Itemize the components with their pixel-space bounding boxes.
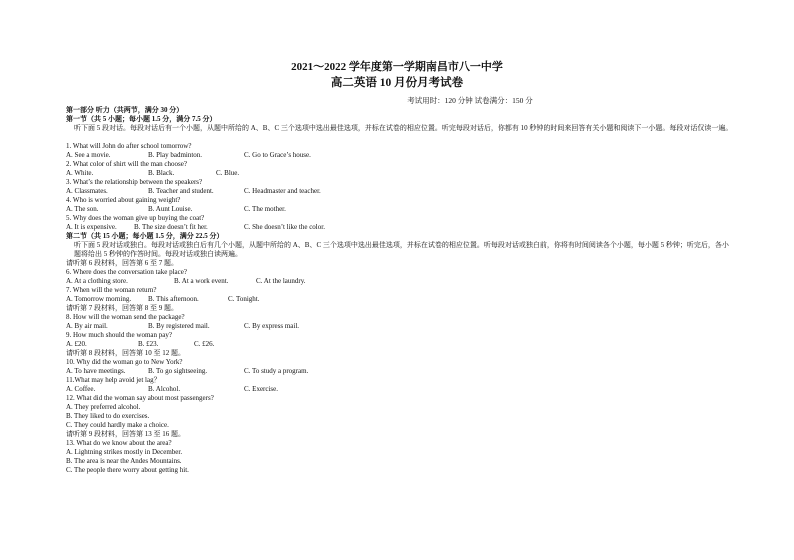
option-a: A. Coffee. xyxy=(66,385,96,393)
option-a: A. Tomorrow morning. xyxy=(66,295,132,303)
option-a: A. At a clothing store. xyxy=(66,277,128,285)
option-a: A. By air mail. xyxy=(66,322,108,330)
section1-heading: 第一节（共 5 小题；每小题 1.5 分，满分 7.5 分） xyxy=(66,115,217,123)
question-stem: 1. What will John do after school tomorrow? xyxy=(66,142,192,150)
exam-body xyxy=(66,106,734,475)
option-c: C. The people there worry about getting hit. xyxy=(66,466,189,474)
option-c: C. Headmaster and teacher. xyxy=(244,187,321,195)
option-c: C. To study a program. xyxy=(244,367,309,375)
option-a: A. They preferred alcohol. xyxy=(66,403,141,411)
question-stem: 7. When will the woman return? xyxy=(66,286,157,294)
listening-prompt: 请听第 6 段材料，回答第 6 至 7 题。 xyxy=(66,259,178,267)
question-stem: 5. Why does the woman give up buying the coat? xyxy=(66,214,205,222)
question-options xyxy=(66,187,734,196)
option-c: C. The mother. xyxy=(244,205,286,213)
question-options xyxy=(66,295,734,304)
option-a: A. It is expensive. xyxy=(66,223,117,231)
listening-prompt: 请听第 9 段材料，回答第 13 至 16 题。 xyxy=(66,430,185,438)
option-c: C. She doesn’t like the color. xyxy=(244,223,325,231)
question-options xyxy=(66,385,734,394)
listening-prompt: 请听第 8 段材料，回答第 10 至 12 题。 xyxy=(66,349,185,357)
option-b: B. This afternoon. xyxy=(148,295,199,303)
option-b: B. Black. xyxy=(148,169,175,177)
option-c: C. Tonight. xyxy=(228,295,260,303)
question-options xyxy=(66,340,734,349)
option-b: B. £23. xyxy=(138,340,159,348)
option-b: B. Teacher and student. xyxy=(148,187,214,195)
question-options xyxy=(66,277,734,286)
question-options xyxy=(66,169,734,178)
option-c: C. By express mail. xyxy=(244,322,300,330)
question-stem: 12. What did the woman say about most passengers? xyxy=(66,394,214,402)
section1-instructions: 听下面 5 段对话。每段对话后有一个小题，从题中所给的 A、B、C 三个选项中选出最佳选项，并标在试卷的相应位置。听完每段对话后，你都有 10 秒钟的时间来回答有关小题和阅读下一小题。每段对话仅读一遍。 xyxy=(74,124,733,132)
option-a: A. White. xyxy=(66,169,94,177)
option-b: B. Play badminton. xyxy=(148,151,203,159)
question-options xyxy=(66,322,734,331)
option-c: C. Blue. xyxy=(216,169,240,177)
option-b: B. At a work event. xyxy=(174,277,229,285)
option-a: A. Lightning strikes mostly in December. xyxy=(66,448,183,456)
option-b: B. They liked to do exercises. xyxy=(66,412,150,420)
exam-meta: 考试用时：120 分钟 试卷满分：150 分 xyxy=(407,96,533,105)
question-stem: 8. How will the woman send the package? xyxy=(66,313,185,321)
question-stem: 2. What color of shirt will the man choose? xyxy=(66,160,187,168)
option-b: B. Aunt Louise. xyxy=(148,205,193,213)
option-a: A. £20. xyxy=(66,340,87,348)
question-options xyxy=(66,205,734,214)
option-c: C. £26. xyxy=(194,340,215,348)
question-stem: 10. Why did the woman go to New York? xyxy=(66,358,183,366)
exam-title-school: 2021～2022 学年度第一学期南昌市八一中学 xyxy=(291,61,503,73)
option-c: C. Exercise. xyxy=(244,385,279,393)
option-b: B. To go sightseeing. xyxy=(148,367,208,375)
question-options xyxy=(66,223,734,232)
option-c: C. Go to Grace’s house. xyxy=(244,151,311,159)
question-stem: 13. What do we know about the area? xyxy=(66,439,172,447)
option-c: C. At the laundry. xyxy=(256,277,306,285)
option-b: B. By registered mail. xyxy=(148,322,210,330)
section2-instructions: 听下面 5 段对话或独白。每段对话或独白后有几个小题，从题中所给的 A、B、C 三个选项中选出最佳选项，并标在试卷的相应位置。听每段对话或独白前，你将有时间阅读各个小题，每小题 5 秒钟；听完后，各小题将给出 5 秒钟的作答时间。每段对话或独白读两遍。 xyxy=(74,241,729,258)
question-stem: 6. Where does the conversation take place? xyxy=(66,268,187,276)
question-options xyxy=(66,151,734,160)
option-a: A. See a movie. xyxy=(66,151,111,159)
question-stem: 11.What may help avoid jet lag？ xyxy=(66,376,161,384)
option-b: B. The area is near the Andes Mountains. xyxy=(66,457,182,465)
option-c: C. They could hardly make a choice. xyxy=(66,421,169,429)
listening-prompt: 请听第 7 段材料，回答第 8 至 9 题。 xyxy=(66,304,178,312)
question-options xyxy=(66,367,734,376)
section2-heading: 第二节（共 15 小题；每小题 1.5 分，满分 22.5 分） xyxy=(66,232,224,240)
exam-title-subject: 高二英语 10 月份月考试卷 xyxy=(330,77,464,89)
option-b: B. The size doesn’t fit her. xyxy=(134,223,208,231)
option-a: A. To have meetings. xyxy=(66,367,126,375)
option-a: A. Classmates. xyxy=(66,187,108,195)
option-a: A. The son. xyxy=(66,205,99,213)
part-heading: 第一部分 听力（共两节，满分 30 分） xyxy=(66,106,184,114)
question-stem: 9. How much should the woman pay? xyxy=(66,331,172,339)
question-stem: 3. What’s the relationship between the speakers? xyxy=(66,178,203,186)
question-stem: 4. Who is worried about gaining weight? xyxy=(66,196,181,204)
option-b: B. Alcohol. xyxy=(148,385,181,393)
